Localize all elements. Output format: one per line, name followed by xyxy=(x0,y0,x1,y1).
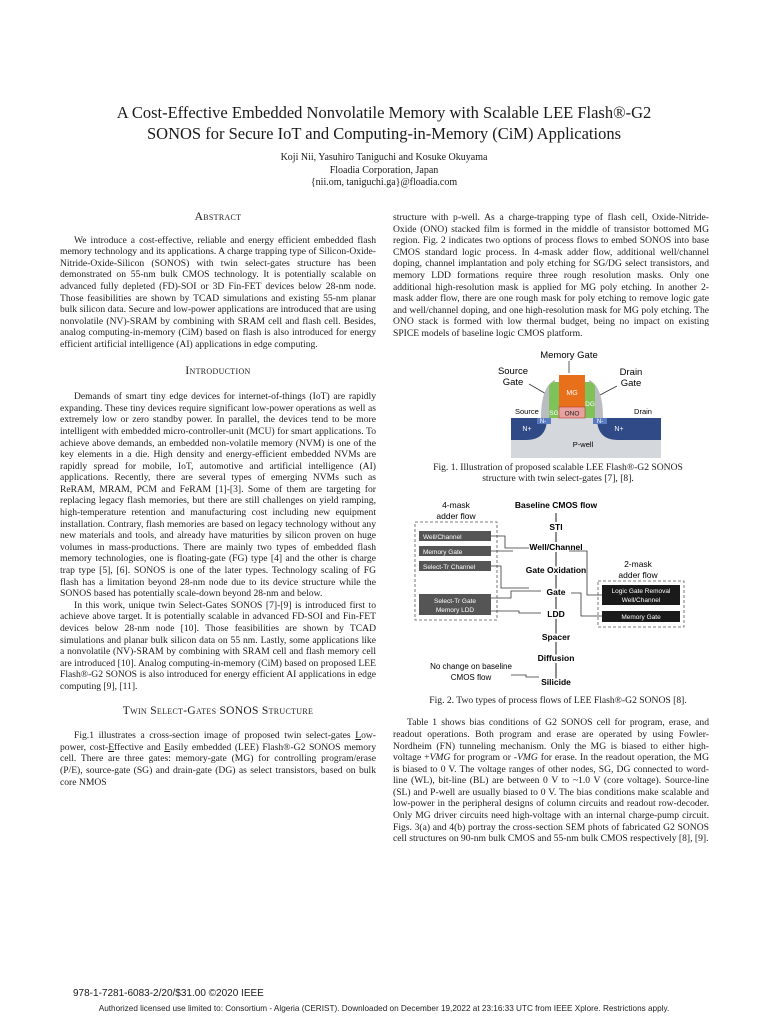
fig2-connector-7 xyxy=(571,593,602,616)
fig2-right-box-1-line-2: Well/Channel xyxy=(621,596,661,604)
intro-paragraph-1: Demands of smart tiny edge devices for internet-of-things (IoT) are rapidly expanding. These tiny devices require significant low-power operations as well as extremely low or zero standby power. In parallel, the devices tend to be more intelligent with embedded micro-controller-unit (MCU) for smart applications. To achieve above demands, an embedded non-volatile memory (NVM) is one of the key elements in a die. High density and energy-efficient embedded NVMs are rapidly spread for mobile, IoT, automotive and artificial intelligence (AI) applications. Recently, there are several types of emerging NVMs such as ReRAM, MRAM, PCM and FeRAM [1]-[3]. Some of them are targeting for replacing legacy flash memories, but there are still challenges on yield ramping, high-temperature retention and manufacturing cost including new equipment installation. Contrary, flash memories are based on legacy technology without any new materials and tools, and already have maturities by silicon proven on huge volumes in mass-productions. There are mainly two types of embedded flash memory technologies, one is floating-gate (FG) type [4] and the other is charge trap type [5], [6]. SONOS is one of the later types. Technology scaling of FG flash has a limitation beyond 28-nm node due to its device structure while the SONOS based has potentially scale-down beyond 28-nm and below. xyxy=(60,391,376,600)
footer-isbn: 978-1-7281-6083-2/20/$31.00 ©2020 IEEE xyxy=(73,988,264,999)
fig2-left-title-1: 4-mask xyxy=(442,499,470,510)
fig2-left-title-2: adder flow xyxy=(436,510,476,521)
fig1-dg-label: DG xyxy=(585,400,595,408)
fig1-drain-label: Drain xyxy=(634,406,652,416)
fig2-right-box-1-line-1: Logic Gate Removal xyxy=(611,587,671,595)
fig1-dg-gate xyxy=(585,382,595,418)
fig2-step-spacer: Spacer xyxy=(541,631,571,642)
left-column xyxy=(60,211,376,788)
fig1-memory-gate-label: Memory Gate xyxy=(540,349,598,361)
figure-1-sonos-structure xyxy=(431,348,671,460)
fig2-connector-4 xyxy=(491,591,541,598)
fig2-step-silicide: Silicide xyxy=(541,676,571,687)
fig1-n-minus-left: N- xyxy=(539,418,547,425)
fig1-mg-label: MG xyxy=(566,389,578,397)
fig1-source-label: Source xyxy=(515,406,539,416)
fig1-ono-label: ONO xyxy=(564,410,580,418)
fig1-n-minus-right: N- xyxy=(596,418,604,425)
fig1-drain-gate-label-2: Gate xyxy=(620,377,642,389)
fig1-n-plus-left: N+ xyxy=(522,425,532,433)
fig2-connector-5 xyxy=(491,611,541,613)
fig1-caption-line-1: Fig. 1. Illustration of proposed scalable LEE Flash®-G2 SONOS xyxy=(433,461,683,473)
email: {nii.om, taniguchi.ga}@floadia.com xyxy=(310,177,458,188)
fig1-pwell-label: P-well xyxy=(572,439,594,449)
fig2-center-title: Baseline CMOS flow xyxy=(514,499,598,510)
affiliation: Floadia Corporation, Japan xyxy=(329,164,439,176)
twin-gates-heading: Twin Select-Gates SONOS Structure xyxy=(122,704,314,717)
right-column xyxy=(393,212,709,845)
fig2-left-box-well-channel-label: Well/Channel xyxy=(423,533,462,541)
fig2-note-connector xyxy=(511,675,539,677)
fig2-note-line-1: No change on baseline xyxy=(430,661,512,671)
figure-2-process-flows xyxy=(401,495,701,693)
paper-title xyxy=(40,102,728,144)
fig1-source-gate-label-2: Gate xyxy=(502,376,524,388)
footer-license: Authorized licensed use limited to: Consortium - Algeria (CERIST). Downloaded on December 19,2022 at 23:16:33 UTC from IEEE Xplore. Restrictions apply. xyxy=(98,1004,670,1013)
fig1-dg-pointer xyxy=(598,386,617,396)
fig2-step-ldd: LDD xyxy=(547,608,565,619)
fig2-left-box-memory-gate-label: Memory Gate xyxy=(423,548,463,556)
fig2-left-box-select-gate-label: Select-Tr Gate xyxy=(433,597,477,605)
intro-paragraph-2: In this work, unique twin Select-Gates SONOS [7]-[9] is introduced first to achieve above target. It is potentially scalable in advanced FD-SOI and Fin-FET devices below 28-nm node [10]. Those feasibilities are shown by TCAD simulations and planar bulk silicon data on 55 nm. Lastly, some applications like a nonvolatile (NV)-SRAM by combining with SRAM cell and flash memory cell are introduced [10]. Analog computing-in-memory (CiM) based on proposed LEE Flash®-G2 SONOS is also introduced for energy efficient AI applications in edge computing [9], [11]. xyxy=(60,599,376,692)
title-line-2: SONOS for Secure IoT and Computing-in-Memory (CiM) Applications xyxy=(146,124,622,143)
fig1-sg-label: SG xyxy=(549,409,559,417)
abstract-text: We introduce a cost-effective, reliable and energy efficient embedded flash memory technology and its applications. A charge trapping type of Silicon-Oxide-Nitride-Oxide-Silicon (SONOS) with twin select-gates structure has been demonstrated on 55-nm bulk CMOS technology. It is potentially scalable on advanced fully depleted (FD)-SOI or 3D Fin-FET devices below 28-nm node. Those feasibilities are shown by TCAD simulations and existing 55-nm planar bulk silicon data. Secure and low-power applications are introduced that are using nonvolatile (NV)-SRAM by combining with SRAM cell and flash cell. Besides, analog computing-in-memory (CiM) based on flash is also introduced for energy efficient artificial intelligence (AI) applications in edge computing. xyxy=(60,234,376,350)
fig2-caption: Fig. 2. Two types of process flows of LEE Flash®-G2 SONOS [8]. xyxy=(429,694,687,706)
twin-paragraph-3: Table 1 shows bias conditions of G2 SONOS cell for program, erase, and readout operations. Both program and erase are operated by using Fowler-Nordheim (FN) tunneling mechanism. Only the MG is biased to either high-voltage +VMG for program or -VMG for erase. In the readout operation, the MG is biased to 0 V. The voltage ranges of other nodes, SG, DG connected to word-line (WL), bit-line (BL) are between 0 V to ~1.0 V (core voltage). Source-line (SL) and P-well are usually biased to 0 V. The bias conditions make scalable and low-power in the peripheral designs of column circuits and readout row-decoder. Only MG driver circuits need high-voltage with an internal charge-pump circuit. Figs. 3(a) and 4(b) portray the cross-section SEM phots of fabricated G2 SONOS cell structures on 90-nm bulk CMOS and 55-nm bulk CMOS respectively [8], [9]. xyxy=(393,717,710,845)
fig1-source-gate-label-1: Source xyxy=(497,365,529,377)
fig2-left-box-select-channel-label: Select-Tr Channel xyxy=(423,563,476,571)
fig2-left-box-memory-ldd-label: Memory LDD xyxy=(435,606,475,614)
abstract-heading: Abstract xyxy=(194,211,242,223)
title-line-1: A Cost-Effective Embedded Nonvolatile Memory with Scalable LEE Flash®-G2 xyxy=(116,103,652,122)
author-block xyxy=(0,152,768,190)
introduction-heading: Introduction xyxy=(185,364,251,377)
fig1-n-plus-right: N+ xyxy=(614,425,624,433)
fig2-step-gate-oxidation: Gate Oxidation xyxy=(525,564,587,575)
authors: Koji Nii, Yasuhiro Taniguchi and Kosuke Okuyama xyxy=(280,152,488,163)
twin-paragraph-2: structure with p-well. As a charge-trapping type of flash cell, Oxide-Nitride-Oxide (ONO) stacked film is formed in the middle of transistor bottomed MG region. Fig. 2 indicates two options of process flows to embed SONOS into base CMOS standard logic process. In 4-mask adder flow, additional well/channel doping, channel implantation and poly etching for SG/DG select transistors, and memory LDD formations require three rough resolution masks. Only one additional high-resolution mask is applied for MG poly etching. In another 2-mask adder flow, there are one rough mask for poly etching to remove logic gate and well/channel doping, and one high-resolution mask for MG poly etching. The ONO stack is formed with low thermal budget, being no impact on existing SPICE models of baseline logic CMOS platform. xyxy=(393,212,709,339)
fig2-step-sti: STI xyxy=(549,521,563,532)
fig2-step-gate: Gate xyxy=(546,586,566,597)
twin-paragraph-1: Fig.1 illustrates a cross-section image of proposed twin select-gates Low-power, cost-Effective and Easily embedded (LEE) Flash®-G2 SONOS memory cell. There are three gates: memory-gate (MG) for controlling program/erase (P/E), source-gate (SG) and drain-gate (DG) as select transistors, based on bulk core NMOS xyxy=(60,730,376,788)
fig2-step-well-channel: Well/Channel xyxy=(529,541,583,552)
fig2-right-title-2: adder flow xyxy=(618,569,658,580)
fig1-drain-gate-label-1: Drain xyxy=(619,366,643,378)
fig1-caption-line-2: structure with twin select-gates [7], [8]. xyxy=(482,473,634,485)
fig2-right-box-2-label: Memory Gate xyxy=(621,613,661,621)
fig2-note-line-2: CMOS flow xyxy=(450,672,492,682)
fig2-right-title-1: 2-mask xyxy=(624,558,652,569)
fig2-step-diffusion: Diffusion xyxy=(537,652,575,663)
